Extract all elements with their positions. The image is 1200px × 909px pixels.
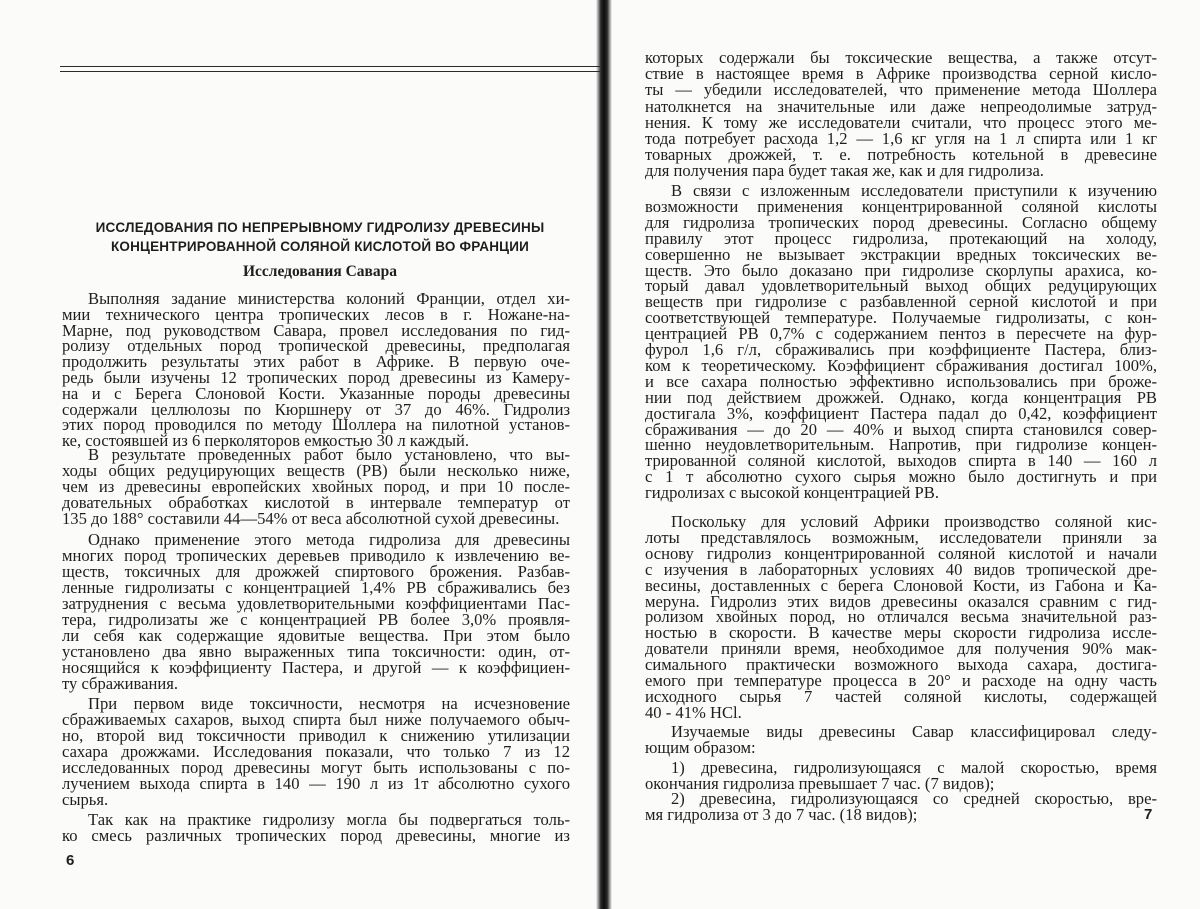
left-page-text-line: ролизу отдельных пород тропической древесины, предполагая [62, 336, 570, 356]
right-page-text-line: гидролизах с высокой концентрацией РВ. [645, 483, 939, 503]
left-page-text-line: ту сбраживания. [62, 674, 179, 693]
left-page-text-line: чем из древесины европейских хвойных пород, и при 10 после- [62, 477, 570, 496]
left-page-text-line: ленные гидролизаты с концентрацией 1,4% РВ сбраживались без [62, 578, 570, 597]
right-page-text-line: мя гидролиза от 3 до 7 час. (18 видов); [645, 805, 918, 824]
left-page-text-line: носящийся к коэффициенту Пастера, и другой — к коэффициен- [62, 658, 570, 677]
left-page-text-line: лучением выхода спирта в 140 — 190 л из 1т абсолютно сухого [62, 774, 570, 793]
article-heading [60, 218, 580, 256]
right-page-text-line: тода потребует расхода 1,2 — 1,6 кг угля на 1 л спирта или 1 кг [645, 129, 1157, 148]
right-page-text-line: соответствующей температуре. Получаемые гидролизаты, с кон- [645, 308, 1157, 328]
right-page-text-line: фурол 1,6 г/л, сбраживались при коэффициенте Пастера, близ- [645, 340, 1157, 359]
right-page-text-line: емого при температуре процесса в 20° и расходе на одну часть [645, 671, 1157, 690]
left-page-number: 6 [66, 852, 75, 869]
right-page-text-line: ствие в настоящее время в Африке производства серной кисло- [645, 64, 1157, 84]
right-page-text-line: шенно неудовлетворительным. Напротив, при гидролизе концен- [645, 435, 1157, 455]
right-page-text-line: достигала 3%, коэффициент Пастера падал до 0,42, коэффициент [645, 403, 1157, 423]
right-page-text-line: совершенно не вызывает экстракции вредных токсических ве- [645, 244, 1157, 264]
left-page-text-line: тера, гидролизаты же с концентрацией РВ более 3,0% проявля- [62, 610, 570, 629]
right-page-text-line: которых содержали бы токсические вещества, а также отсут- [645, 48, 1157, 67]
right-page-text-line: нии под действием дрожжей. Однако, когда концентрация РВ [645, 387, 1157, 407]
left-page-text-line: продолжить результаты этих работ в Африке. В первую оче- [62, 352, 570, 372]
left-page-text-line: ществ, токсичных для дрожжей спиртового брожения. Разбав- [62, 562, 570, 581]
right-page-text-line: ты — убедили исследователей, что применение метода Шоллера [645, 80, 1157, 100]
left-page-text-line: сырья. [62, 790, 109, 809]
right-page-text-line: для гидролиза тропических пород древесины. Согласно общему [645, 212, 1157, 232]
right-page-text-line: товарных дрожжей, т. е. потребность котельной в древесине [645, 145, 1157, 165]
left-page-text-line: При первом виде токсичности, несмотря на исчезновение [88, 694, 570, 713]
heading-line-1: ИССЛЕДОВАНИЯ ПО НЕПРЕРЫВНОМУ ГИДРОЛИЗУ ДРЕВЕСИНЫ [95, 220, 545, 235]
right-page-text-line: ществ. Это было доказано при гидролизе скорлупы арахиса, ко- [645, 260, 1157, 280]
right-page-text-line: меруна. Гидролиз этих видов древесины оказался сравним с гид- [645, 591, 1157, 611]
right-page-text-line: исходного сырья 7 частей соляной кислоты, содержащей [645, 686, 1157, 706]
right-page-text-line: и все сахара полностью эффективно использовались при броже- [645, 371, 1157, 391]
left-page-text-line: затруднения с весьма удовлетворительными коэффициентами Пас- [62, 594, 570, 613]
right-page-text-line: ющим образом: [645, 738, 756, 757]
left-page-text-line: сахара дрожжами. Исследования показали, что только 7 из 12 [62, 742, 570, 761]
right-page-text-line: 1) древесина, гидролизующаяся с малой скоростью, время [671, 758, 1157, 777]
right-page-text-line: Поскольку для условий Африки производство соляной кис- [671, 512, 1157, 531]
left-page-text-line: ке, состоявшей из 6 перколяторов емкостью 30 л каждый. [62, 431, 470, 451]
left-page-text-line: Марне, под руководством Савара, провел исследования по гид- [62, 320, 570, 340]
left-page-text-line: Так как на практике гидролизу могла бы подвергаться толь- [88, 810, 570, 829]
right-page-text-line: лоты представлялось возможным, исследователи приняли за [645, 527, 1157, 547]
book-gutter [596, 0, 612, 909]
right-page-text-line: с изучения в лабораторных условиях 40 видов тропической дре- [645, 559, 1157, 579]
right-page-text-line: ком к теоретическому. Коэффициент сбраживания достигал 100%, [645, 355, 1157, 375]
right-page-text-line: 40 - 41% НСl. [645, 702, 742, 722]
left-page-text-line: ли себя как содержащие ядовитые вещества. При этом было [62, 626, 570, 645]
right-page-text-line: натолкнется на значительные или даже непреодолимые затруд- [645, 96, 1157, 116]
right-page-number: 7 [1144, 806, 1153, 823]
right-page-text-line: трированной соляной кислотой, выходов спирта в 140 — 160 л [645, 451, 1157, 471]
left-page-text-line: исследованных пород древесины могут быть использованы с по- [62, 758, 570, 777]
left-page-text-line: Однако применение этого метода гидролиза для древесины [88, 530, 570, 549]
left-page-text-line: установлено два явно выраженных типа токсичности: один, от- [62, 642, 570, 661]
right-page-text-line: для получения пара будет такая же, как и для гидролиза. [645, 161, 1044, 181]
left-page-text-line: содержали целлюлозы по Кюршнеру от 37 до 46%. Гидролиз [62, 399, 570, 419]
right-page-text-line: правилу этот процесс гидролиза, протекающий на холоду, [645, 228, 1157, 248]
right-page-text-line: симального практически возможного выхода сахара, достига- [645, 655, 1157, 675]
left-page-text-line: ходы общих редуцирующих веществ (РВ) были несколько ниже, [62, 461, 570, 480]
right-page-text-line: центрацией РВ 0,7% с содержанием пентоз в пересчете на фур- [645, 324, 1157, 344]
left-page-text-line: В результате проведенных работ было установлено, что вы- [88, 445, 570, 464]
left-page-text-line: ко смесь различных тропических пород древесины, многие из [62, 826, 570, 845]
right-page-text-line: весины, доставленных с берега Слоновой Кости, из Габона и Ка- [645, 575, 1157, 595]
left-page-text-line: Выполняя задание министерства колоний Франции, отдел хи- [88, 289, 570, 308]
left-page-text-line: многих пород тропических деревьев приводило к извлечению ве- [62, 546, 570, 565]
left-page-text-line: сбраживаемых сахаров, выход спирта был ниже получаемого обыч- [62, 710, 570, 729]
right-page-text-line: основу гидролиз концентрированной соляной кислотой и начали [645, 543, 1157, 563]
left-page-text-line: мии технического центра тропических лесов в г. Ножане-на- [62, 304, 570, 324]
right-page-text-line: нения. К тому же исследователи считали, что процесс этого ме- [645, 112, 1157, 132]
right-page-text-line: В связи с изложенным исследователи приступили к изучению [671, 181, 1157, 200]
right-page-text-line: Изучаемые виды древесины Савар классифицировал следу- [671, 722, 1157, 741]
header-rule [60, 66, 600, 72]
left-page-text-line: редь были изучены 12 тропических пород древесины из Камеру- [62, 368, 570, 387]
left-page-text-line: этих пород проводился по методу Шоллера на пилотной установ- [62, 415, 570, 435]
left-page-text-line: но, второй вид токсичности приводил к снижению утилизации [62, 726, 570, 745]
left-page-text-line: 135 до 188° составили 44—54% от веса абсолютной сухой древесины. [62, 509, 560, 528]
right-page-text-line: ностью в скорости. В качестве меры скорости гидролиза иссле- [645, 623, 1157, 643]
section-subheading: Исследования Савара [242, 263, 398, 280]
left-page-text-line: на и с Берега Слоновой Кости. Указанные породы древесины [62, 383, 570, 403]
left-page-text-line: довательных обработках кислотой в интервале температур от [62, 493, 570, 512]
right-page-text-line: веществ при гидролизе с разбавленной серной кислотой и при [645, 292, 1157, 312]
right-page-text-line: возможности применения концентрированной соляной кислоты [645, 196, 1157, 216]
heading-line-2: КОНЦЕНТРИРОВАННОЙ СОЛЯНОЙ КИСЛОТОЙ ВО ФРАНЦИИ [110, 239, 530, 254]
right-page-text-line: дователи приняли время, необходимое для получения 90% мак- [645, 639, 1157, 659]
right-page-text-line: торый давал удовлетворительный выход общих редуцирующих [645, 276, 1157, 296]
right-page-text-line: ролизом хвойных пород, но отличался весьма значительной раз- [645, 607, 1157, 627]
right-page-text-line: окончания гидролиза превышает 7 час. (7 видов); [645, 774, 995, 793]
right-page-text-line: 2) древесина, гидролизующаяся со средней скоростью, вре- [671, 789, 1157, 808]
right-page-text-line: сбраживания — до 20 — 40% и выход спирта становился совер- [645, 419, 1157, 439]
right-page-text-line: с 1 т абсолютно сухого сырья можно было достигнуть и при [645, 467, 1157, 487]
